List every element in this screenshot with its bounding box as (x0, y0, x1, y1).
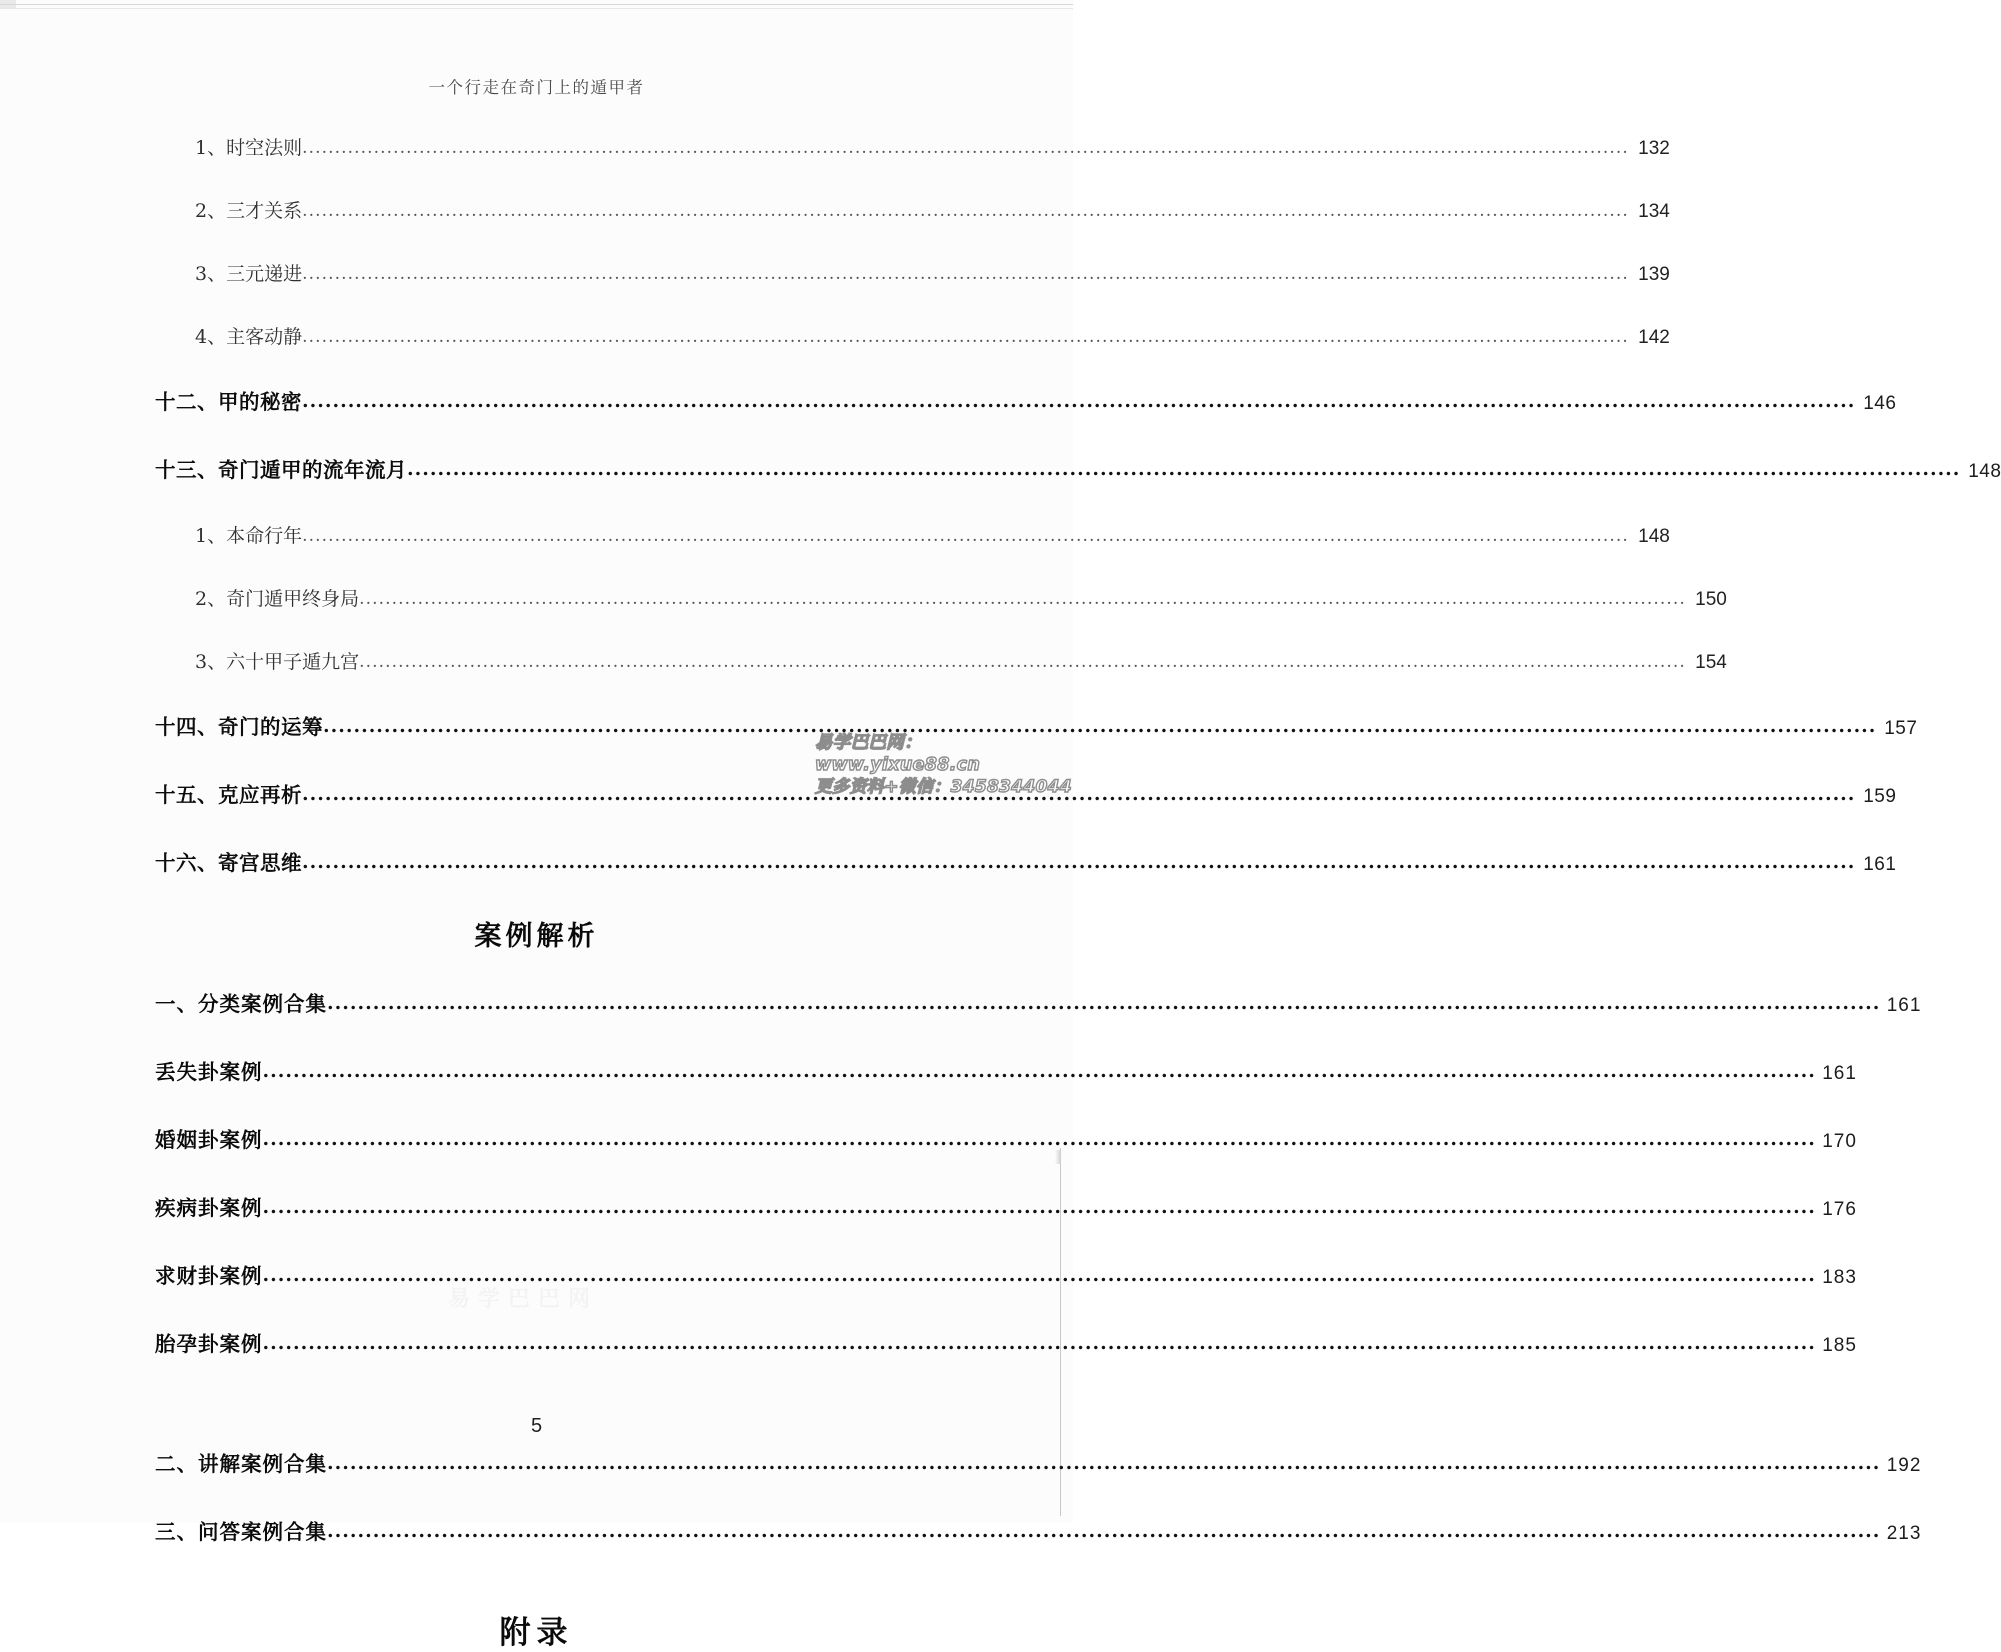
toc-entry-title: 十二、甲的秘密 (155, 390, 302, 414)
toc-entry-title: 2、奇门遁甲终身局 (195, 588, 360, 610)
toc-entry-title: 十六、寄宫思维 (155, 851, 302, 875)
toc-entry-title: 3、六十甲子遁九宫 (195, 651, 360, 673)
toc-entry-page-number: 148 (1638, 526, 1670, 547)
toc-row[interactable] (155, 710, 1918, 740)
toc-entry-page-number: 148 (1968, 461, 2001, 482)
toc-entry-page-number: 150 (1695, 589, 1727, 610)
toc-entry-page-number: 161 (1822, 1063, 1857, 1084)
toc-entry-title: 1、时空法则 (195, 137, 303, 159)
toc-entry-title: 丢失卦案例 (155, 1060, 263, 1084)
dot-leader (302, 527, 1629, 546)
dot-leader (263, 1334, 1816, 1355)
dot-leader (263, 1062, 1816, 1083)
toc-entry-page-number: 132 (1638, 138, 1670, 159)
dot-leader (327, 1522, 1880, 1543)
scan-edge-top-line (0, 4, 1073, 5)
toc-row-case[interactable] (155, 1447, 1922, 1477)
dot-leader (302, 785, 1855, 806)
toc-entry-page-number: 192 (1886, 1455, 1922, 1476)
toc-entry-title: 二、讲解案例合集 (155, 1452, 327, 1476)
dot-leader (302, 853, 1855, 874)
toc-row-case[interactable] (155, 1191, 1857, 1221)
section-heading-case-studies: 案例解析 (474, 921, 599, 952)
page-number: 5 (530, 1415, 543, 1437)
toc-entry-page-number: 142 (1638, 327, 1670, 348)
toc-entry-title: 一、分类案例合集 (155, 992, 327, 1016)
dot-leader (407, 460, 1960, 481)
toc-entry-page-number: 159 (1863, 786, 1897, 807)
toc-row-case[interactable] (155, 1055, 1857, 1085)
dot-leader (302, 265, 1629, 284)
toc-entry-page-number: 183 (1822, 1267, 1857, 1288)
watermark-wechat: 更多资料+微信：3458344044 (815, 776, 1072, 797)
toc-row-case[interactable] (155, 987, 1922, 1017)
toc-entry-title: 婚姻卦案例 (155, 1128, 263, 1152)
toc-entry-page-number: 146 (1863, 393, 1897, 414)
toc-row[interactable] (195, 322, 1670, 349)
toc-entry-title: 十五、克应再析 (155, 783, 302, 807)
dot-leader (263, 1130, 1816, 1151)
dot-leader (302, 328, 1629, 347)
section-heading-appendix: 附录 (499, 1615, 574, 1651)
dot-leader (302, 392, 1855, 413)
watermark-site: 易学巴巴网：www.yixue88.cn (815, 733, 981, 775)
dot-leader (327, 1454, 1880, 1475)
dot-leader (302, 139, 1629, 158)
toc-entry-title: 2、三才关系 (195, 200, 303, 222)
dot-leader (263, 1198, 1816, 1219)
dot-leader (263, 1266, 1816, 1287)
toc-row[interactable] (195, 196, 1670, 223)
toc-row[interactable] (155, 846, 1897, 876)
scan-edge-top-line-secondary (0, 8, 1073, 9)
toc-entry-title: 疾病卦案例 (155, 1196, 263, 1220)
toc-row-case[interactable] (155, 1515, 1922, 1545)
toc-entry-page-number: 161 (1886, 995, 1922, 1016)
toc-row[interactable] (195, 133, 1670, 160)
toc-row[interactable] (155, 385, 1897, 415)
toc-entry-title: 十三、奇门遁甲的流年流月 (155, 458, 407, 482)
toc-entry-title: 胎孕卦案例 (155, 1332, 263, 1356)
toc-row[interactable] (195, 584, 1727, 611)
toc-row[interactable] (155, 453, 2001, 483)
toc-entry-title: 1、本命行年 (195, 525, 303, 547)
dot-leader (323, 717, 1876, 738)
toc-entry-page-number: 134 (1638, 201, 1670, 222)
toc-entry-page-number: 139 (1638, 264, 1670, 285)
toc-entry-page-number: 170 (1822, 1131, 1857, 1152)
dot-leader (359, 653, 1686, 672)
toc-row[interactable] (195, 259, 1670, 286)
toc-entry-title: 3、三元递进 (195, 263, 303, 285)
toc-entry-title: 求财卦案例 (155, 1264, 263, 1288)
toc-entry-title: 4、主客动静 (195, 326, 303, 348)
dot-leader (302, 202, 1629, 221)
running-header: 一个行走在奇门上的遁甲者 (428, 78, 645, 97)
toc-entry-page-number: 176 (1822, 1199, 1857, 1220)
toc-row[interactable] (195, 521, 1670, 548)
toc-entry-page-number: 185 (1822, 1335, 1857, 1356)
toc-entry-page-number: 154 (1695, 652, 1727, 673)
dot-leader (327, 994, 1880, 1015)
toc-entry-title: 三、问答案例合集 (155, 1520, 327, 1544)
toc-row-case[interactable] (155, 1259, 1857, 1289)
toc-entry-title: 十四、奇门的运筹 (155, 715, 323, 739)
toc-row[interactable] (195, 647, 1727, 674)
toc-entry-page-number: 161 (1863, 854, 1897, 875)
toc-entry-page-number: 157 (1884, 718, 1918, 739)
toc-entry-page-number: 213 (1886, 1523, 1922, 1544)
toc-row-case[interactable] (155, 1327, 1857, 1357)
toc-row-case[interactable] (155, 1123, 1857, 1153)
dot-leader (359, 590, 1686, 609)
